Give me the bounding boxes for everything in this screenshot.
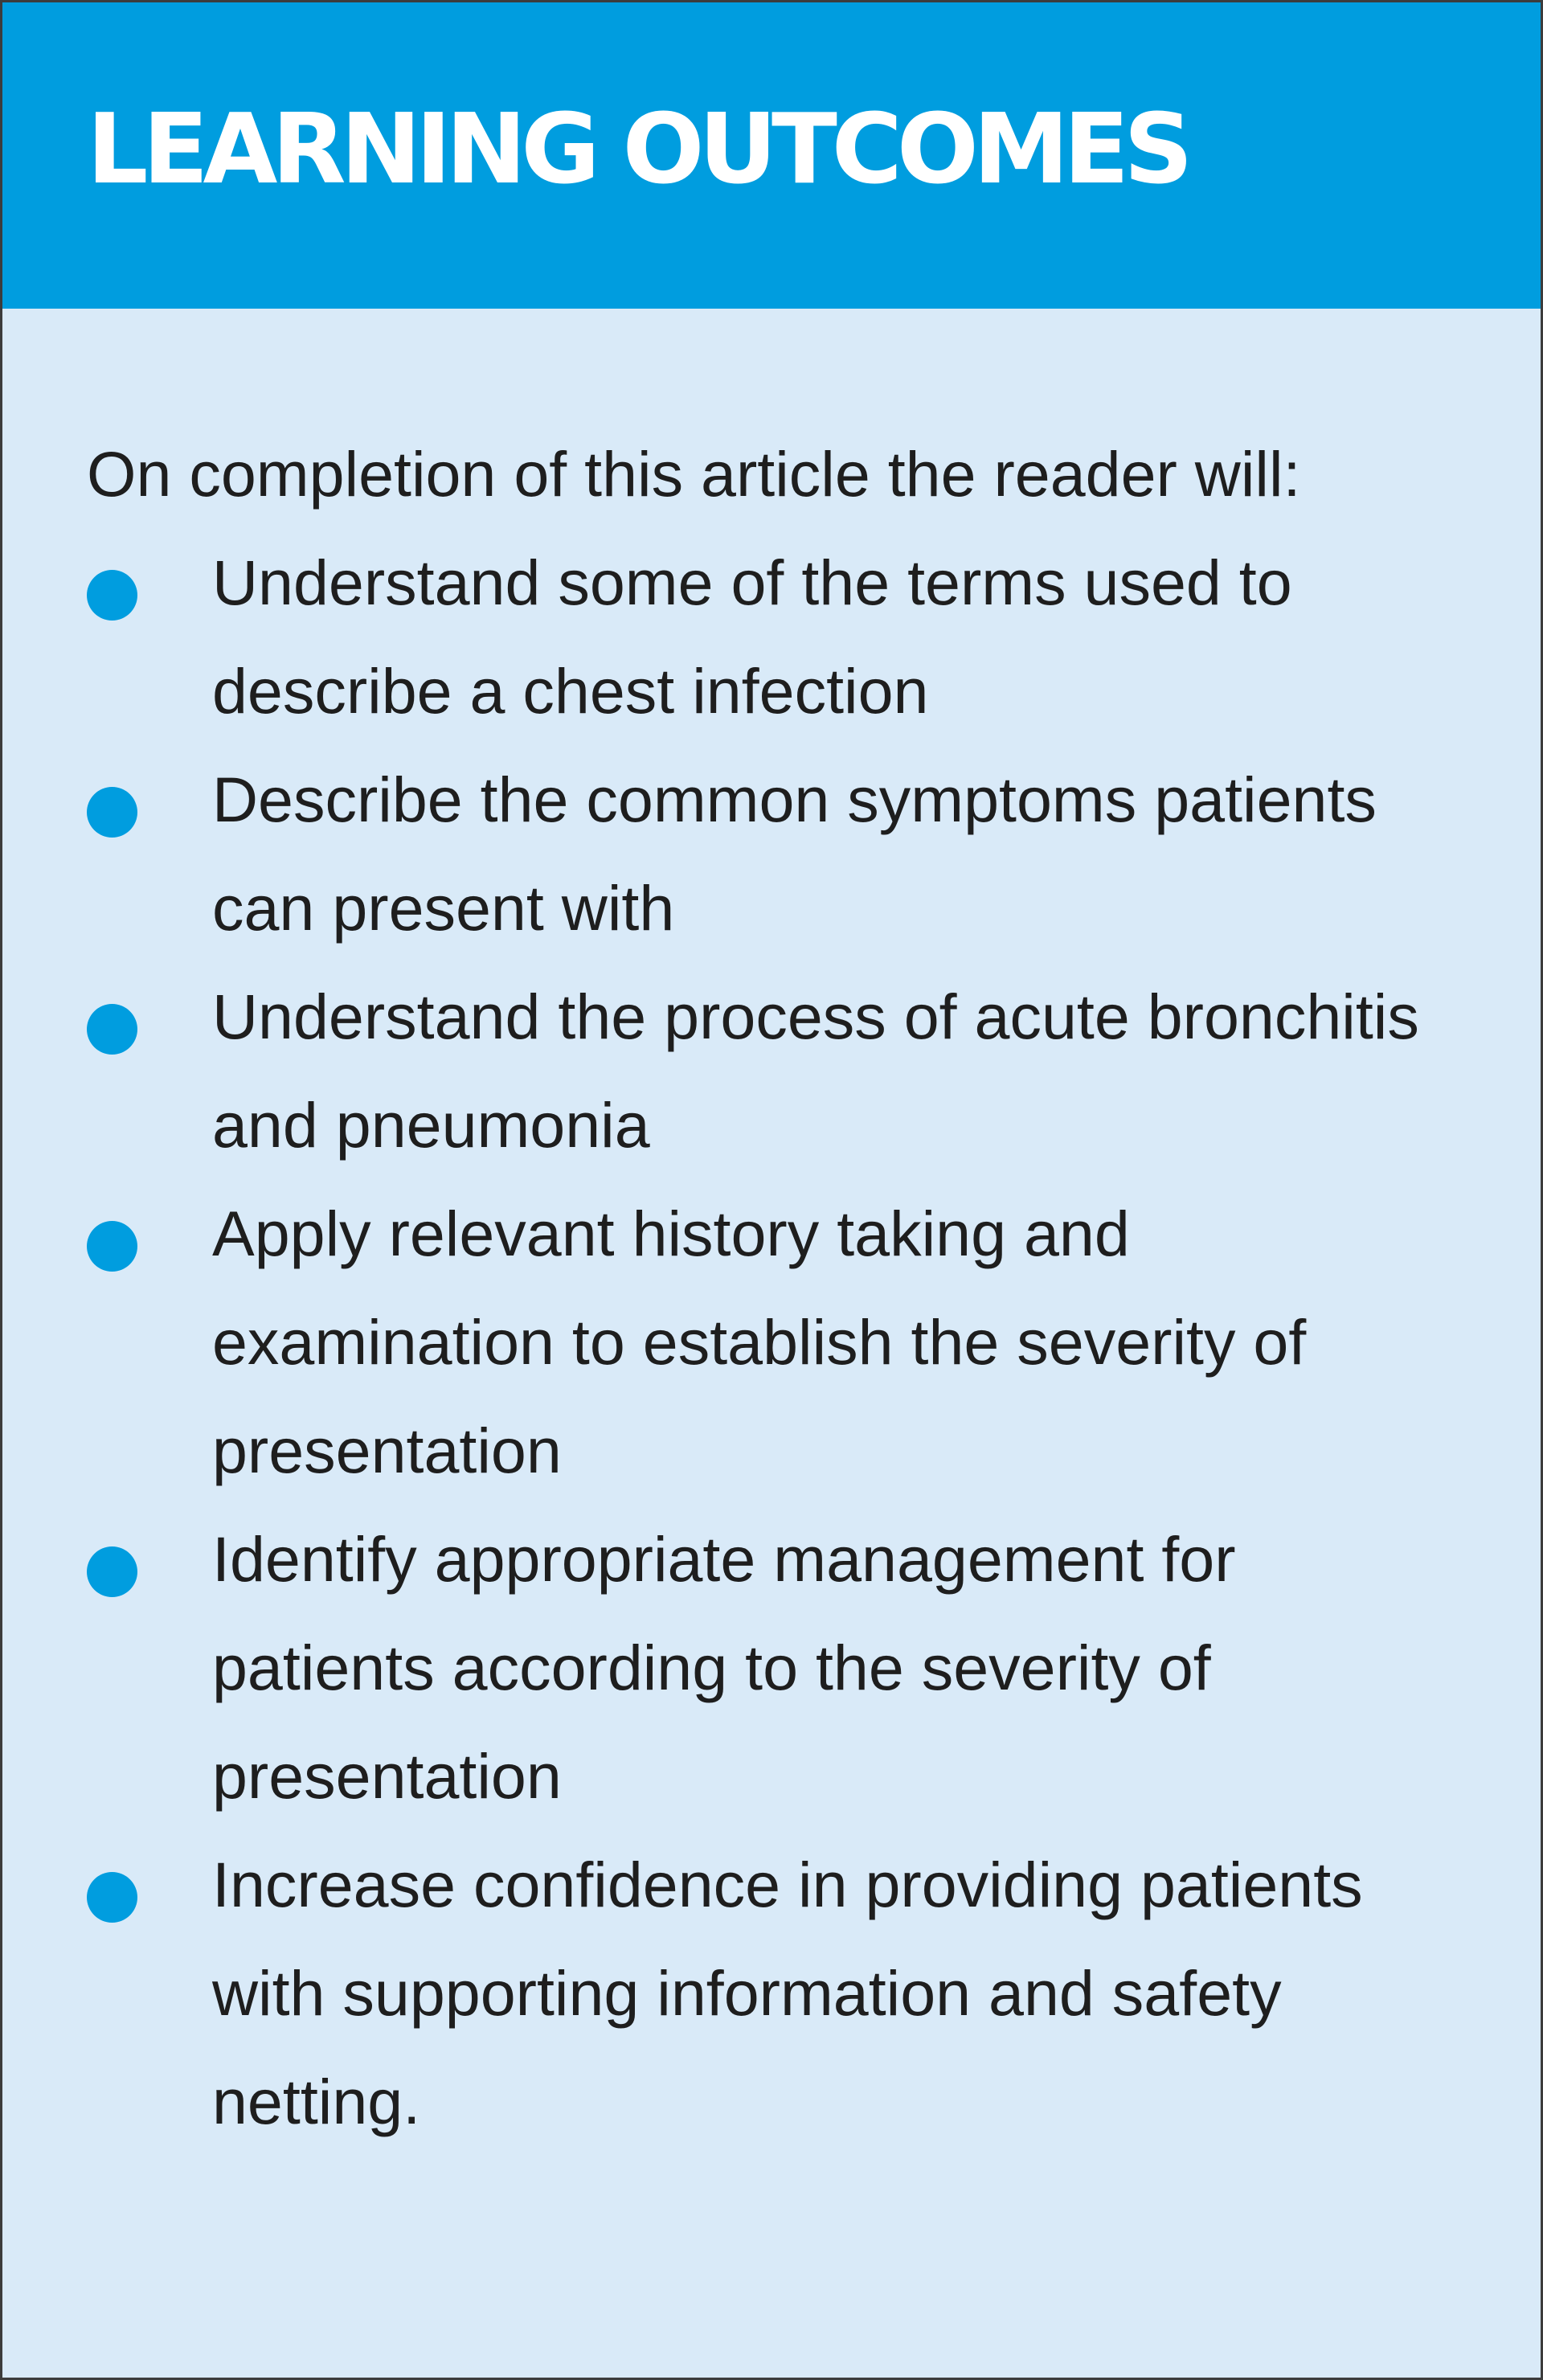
outcome-text: Describe the common symptoms patients can present with bbox=[212, 764, 1377, 944]
outcome-text: Understand some of the terms used to describe a chest infection bbox=[212, 547, 1292, 727]
bullet-dot-icon bbox=[87, 570, 137, 621]
outcomes-list bbox=[87, 528, 1453, 2156]
outcome-text: Understand the process of acute bronchitis and pneumonia bbox=[212, 981, 1419, 1161]
outcome-text: Increase confidence in providing patients with supporting information and safety netting. bbox=[212, 1849, 1363, 2137]
page-title: LEARNING OUTCOMES bbox=[87, 94, 1188, 206]
content-area bbox=[87, 420, 1453, 2156]
bullet-dot-icon bbox=[87, 1872, 137, 1923]
list-item bbox=[87, 962, 1453, 1179]
list-item bbox=[87, 1179, 1453, 1505]
list-item bbox=[87, 1830, 1453, 2156]
bullet-dot-icon bbox=[87, 1546, 137, 1597]
intro-text: On completion of this article the reader will: bbox=[87, 438, 1301, 510]
header-banner bbox=[2, 2, 1541, 309]
list-item bbox=[87, 528, 1453, 745]
bullet-dot-icon bbox=[87, 1004, 137, 1055]
bullet-dot-icon bbox=[87, 787, 137, 838]
outcome-text: Identify appropriate management for patients according to the severity of presentation bbox=[212, 1523, 1236, 1812]
outcome-text: Apply relevant history taking and examination to establish the severity of presentation bbox=[212, 1198, 1307, 1486]
list-item bbox=[87, 745, 1453, 962]
list-item bbox=[87, 1505, 1453, 1830]
bullet-dot-icon bbox=[87, 1221, 137, 1272]
